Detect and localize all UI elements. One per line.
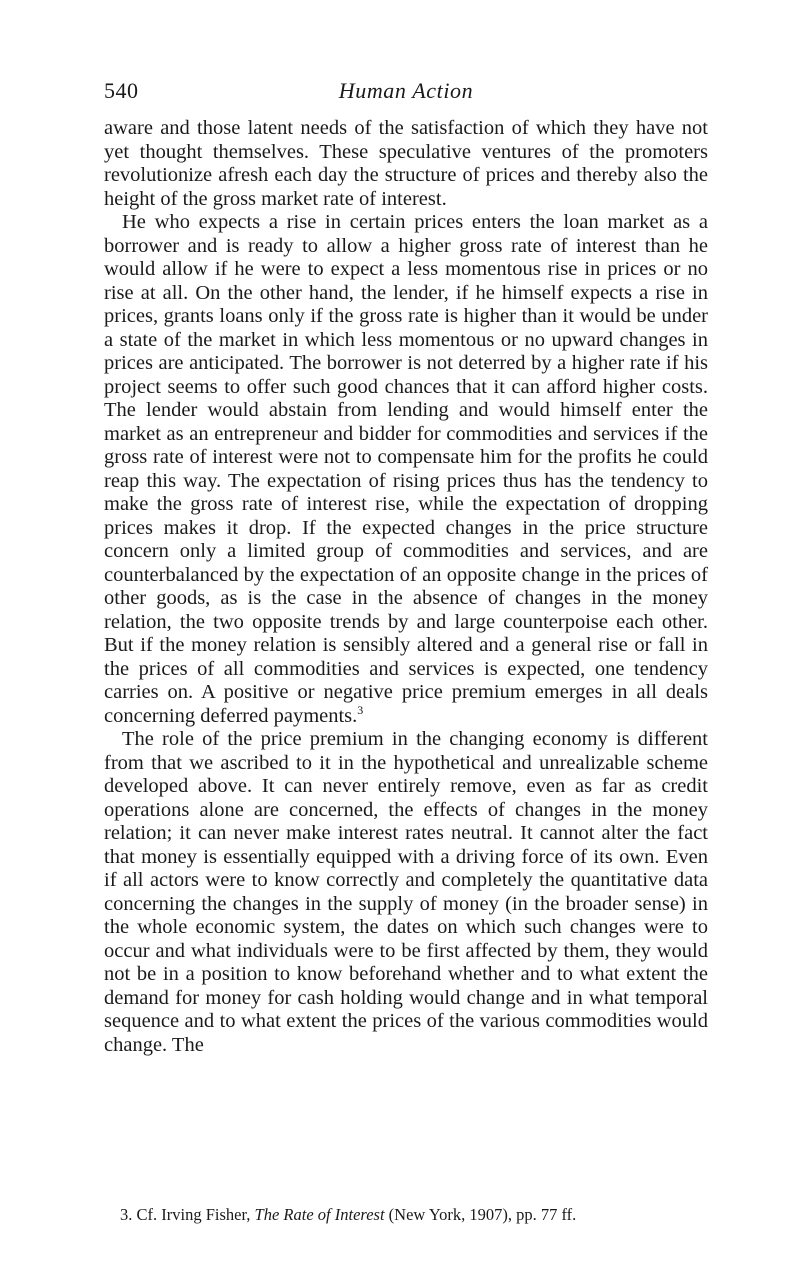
footnote-cited-title: The Rate of Interest [254, 1205, 385, 1224]
paragraph-text: He who expects a rise in certain prices enters the loan market as a borrower and is ready to allow a higher gross rate of interest than he would allow if he were to expect a less momentous rise in prices or no rise at all. On the other hand, the lender, if he himself expects a rise in prices, grants loans only if the gross rate is higher than it would be under a state of the market in which less momentous or no upward changes in prices are anticipated. The borrower is not deterred by a higher rate if his project seems to offer such good chances that it can afford higher costs. The lender would abstain from lending and would himself enter the market as an entrepreneur and bidder for commodities and services if the gross rate of interest were not to compensate him for the profits he could reap this way. The expectation of rising prices thus has the tendency to make the gross rate of interest rise, while the expectation of dropping prices makes it drop. If the expected changes in the price structure concern only a limited group of commodities and services, and are counterbalanced by the expectation of an opposite change in the prices of other goods, as is the case in the absence of changes in the money relation, the two opposite trends by and large counterpoise each other. But if the money relation is sensibly altered and a general rise or fall in the prices of all commodities and services is expected, one tendency carries on. A positive or negative price premium emerges in all deals concerning deferred payments. [104, 211, 708, 727]
paragraph-continued [104, 117, 708, 211]
footnote-reference[interactable]: 3 [357, 702, 364, 717]
footnote-prefix: 3. Cf. Irving Fisher, [120, 1205, 251, 1224]
footnote-suffix: (New York, 1907), pp. 77 ff. [388, 1205, 577, 1224]
paragraph [104, 211, 708, 728]
paragraph-text: The role of the price premium in the changing economy is different from that we ascribed to it in the hypothetical and unrealizable scheme developed above. It can never entirely remove, even as far as credit operations alone are concerned, the effects of changes in the money relation; it can never make interest rates neutral. It cannot alter the fact that money is essentially equipped with a driving force of its own. Even if all actors were to know correctly and completely the quantitative data concerning the changes in the supply of money (in the broader sense) in the whole economic system, the dates on which such changes were to occur and what individuals were to be first affected by them, they would not be in a position to know beforehand whether and to what extent the demand for money for cash holding would change and in what temporal sequence and to what extent the prices of the various commodities would change. The [104, 728, 708, 1056]
footnote [120, 1205, 710, 1225]
page-header [104, 78, 708, 108]
paragraph-text: aware and those latent needs of the satisfaction of which they have not yet thought themselves. These speculative ventures of the promoters revolutionize afresh each day the structure of prices and thereby also the height of the gross market rate of interest. [104, 117, 708, 210]
paragraph [104, 728, 708, 1057]
body-text [104, 117, 708, 1057]
running-title: Human Action [338, 78, 474, 103]
page-number: 540 [104, 78, 139, 103]
